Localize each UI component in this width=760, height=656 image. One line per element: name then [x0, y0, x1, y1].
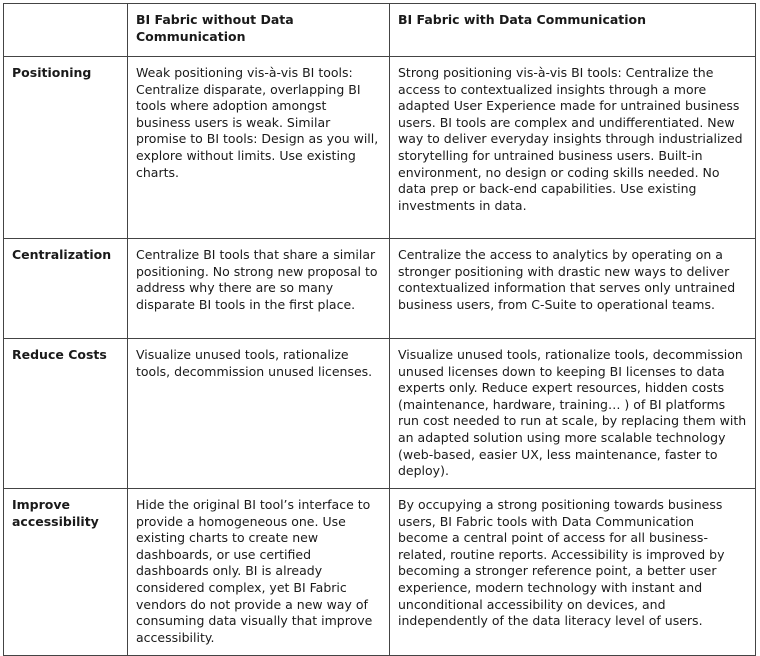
table-row-reduce-costs — [4, 339, 756, 489]
cell-positioning-without: Weak positioning vis-à-vis BI tools: Centralize disparate, overlapping BI tools where adoption amongst business users is weak. Similar promise to BI tools: Design as you will, explore without limits. Use existing charts. — [128, 57, 390, 239]
cell-reduce-costs-without: Visualize unused tools, rationalize tools, decommission unused licenses. — [128, 339, 390, 489]
cell-reduce-costs-with: Visualize unused tools, rationalize tools, decommission unused licenses down to keeping BI licenses to data experts only. Reduce expert resources, hidden costs (maintenance, hardware, training… ) of BI platforms run cost needed to run at scale, by replacing them with an adapted solution using more scalable technology (web-based, easier UX, less maintenance, faster to deploy). — [390, 339, 756, 489]
comparison-table — [3, 3, 756, 656]
row-label-positioning: Positioning — [4, 57, 128, 239]
table-row-positioning — [4, 57, 756, 239]
header-without-data-communication: BI Fabric without Data Communication — [128, 4, 390, 57]
cell-improve-accessibility-with: By occupying a strong positioning towards business users, BI Fabric tools with Data Communication become a central point of access for all business-related, routine reports. Accessibility is improved by becoming a stronger reference point, a better user experience, modern technology with instant and unconditional accessibility on devices, and independently of the data literacy level of users. — [390, 489, 756, 656]
cell-improve-accessibility-without: Hide the original BI tool’s interface to provide a homogeneous one. Use existing charts to create new dashboards, or use certified dashboards only. BI is already considered complex, yet BI Fabric vendors do not provide a new way of consuming data visually that improve accessibility. — [128, 489, 390, 656]
table-row-centralization — [4, 239, 756, 339]
cell-positioning-with: Strong positioning vis-à-vis BI tools: Centralize the access to contextualized insights through a more adapted User Experience made for untrained business users. BI tools are complex and undifferentiated. New way to deliver everyday insights through industrialized storytelling for untrained business users. Built-in environment, no design or coding skills needed. No data prep or back-end capabilities. Use existing investments in data. — [390, 57, 756, 239]
cell-centralization-with: Centralize the access to analytics by operating on a stronger positioning with drastic new ways to deliver contextualized information that serves only untrained business users, from C-Suite to operational teams. — [390, 239, 756, 339]
row-label-reduce-costs: Reduce Costs — [4, 339, 128, 489]
row-label-improve-accessibility: Improve accessibility — [4, 489, 128, 656]
row-label-centralization: Centralization — [4, 239, 128, 339]
table-header-row — [4, 4, 756, 57]
header-empty-cell — [4, 4, 128, 57]
header-with-data-communication: BI Fabric with Data Communication — [390, 4, 756, 57]
cell-centralization-without: Centralize BI tools that share a similar positioning. No strong new proposal to address why there are so many disparate BI tools in the first place. — [128, 239, 390, 339]
table-row-improve-accessibility — [4, 489, 756, 656]
